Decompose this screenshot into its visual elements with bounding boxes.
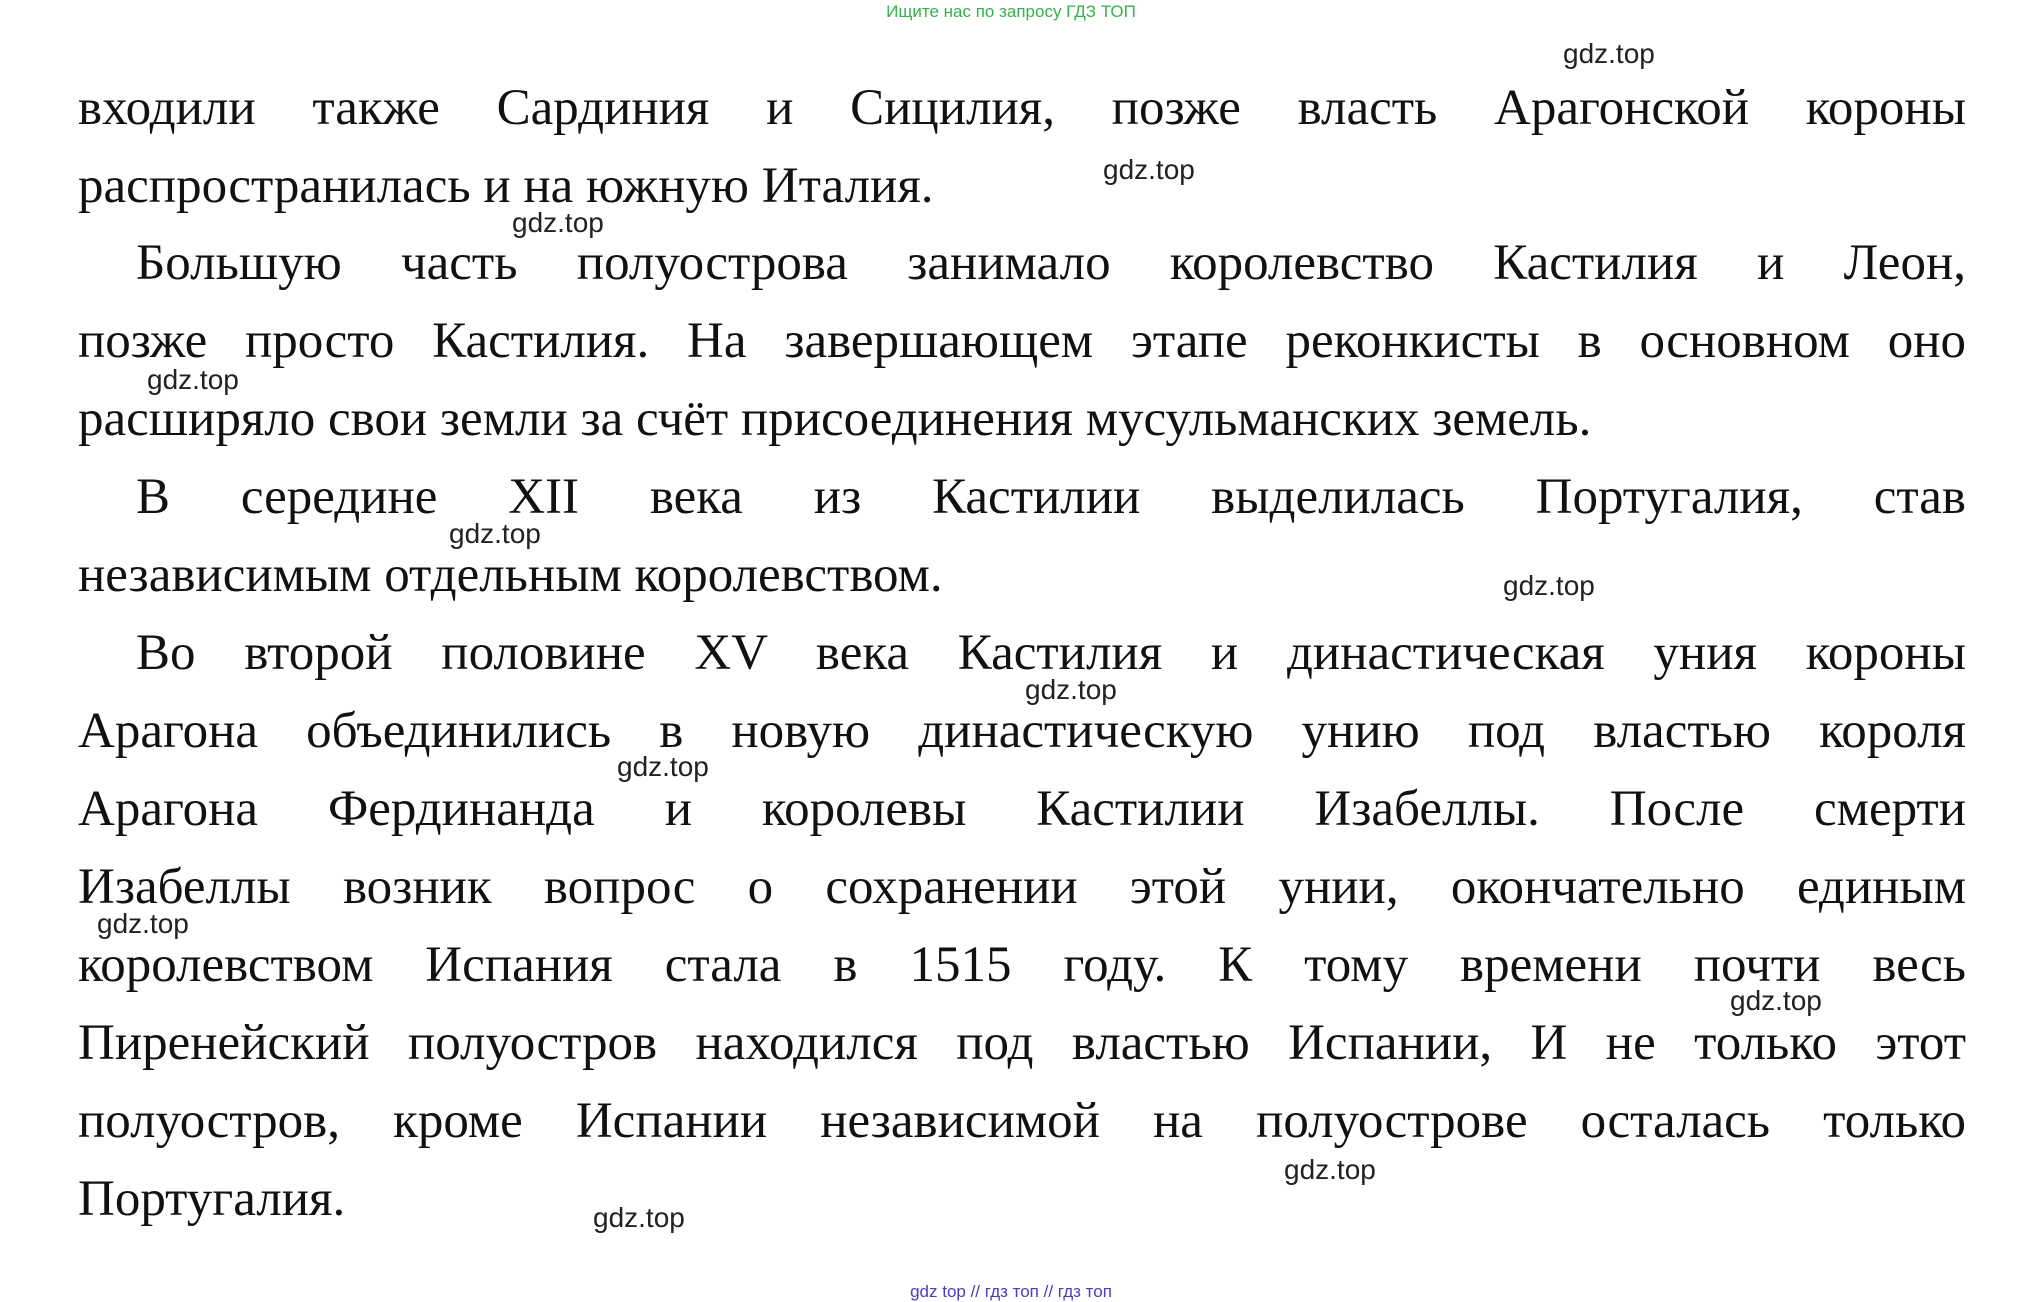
watermark: gdz.top: [1103, 154, 1195, 185]
text-line: Изабеллы возник вопрос о сохранении этой унии, окончательно единым: [78, 859, 1966, 915]
text-line: Арагона объединились в новую династическую унию под властью короля: [78, 703, 1966, 759]
bottom-banner: gdz top // гдз топ // гдз топ: [910, 1282, 1112, 1301]
text-line: В середине XII века из Кастилии выделилась Португалия, став: [136, 469, 1966, 525]
watermark: gdz.top: [593, 1202, 685, 1233]
text-line: Пиренейский полуостров находился под властью Испании, И не только этот: [78, 1015, 1966, 1071]
text-line: Большую часть полуострова занимало королевство Кастилия и Леон,: [136, 235, 1966, 291]
top-banner: Ищите нас по запросу ГДЗ ТОП: [886, 2, 1136, 21]
watermark: gdz.top: [1503, 570, 1595, 601]
text-line: расширяло свои земли за счёт присоединения мусульманских земель.: [78, 391, 1592, 447]
text-line: полуостров, кроме Испании независимой на полуострове осталась только: [78, 1093, 1966, 1149]
text-line: Во второй половине XV века Кастилия и династическая уния короны: [136, 625, 1966, 681]
watermark: gdz.top: [1025, 674, 1117, 705]
text-line: входили также Сардиния и Сицилия, позже власть Арагонской короны: [78, 80, 1966, 136]
text-line: позже просто Кастилия. На завершающем этапе реконкисты в основном оно: [78, 313, 1966, 369]
watermark: gdz.top: [1730, 985, 1822, 1016]
watermark: gdz.top: [97, 908, 189, 939]
watermark: gdz.top: [512, 207, 604, 238]
watermark: gdz.top: [147, 364, 239, 395]
watermark: gdz.top: [1563, 38, 1655, 69]
text-line: королевством Испания стала в 1515 году. К тому времени почти весь: [78, 937, 1966, 993]
watermark: gdz.top: [449, 518, 541, 549]
text-line: Арагона Фердинанда и королевы Кастилии Изабеллы. После смерти: [78, 781, 1966, 837]
text-line: распространилась и на южную Италия.: [78, 158, 934, 214]
watermark: gdz.top: [1284, 1154, 1376, 1185]
text-line: Португалия.: [78, 1171, 346, 1227]
watermark: gdz.top: [617, 751, 709, 782]
text-line: независимым отдельным королевством.: [78, 547, 943, 603]
